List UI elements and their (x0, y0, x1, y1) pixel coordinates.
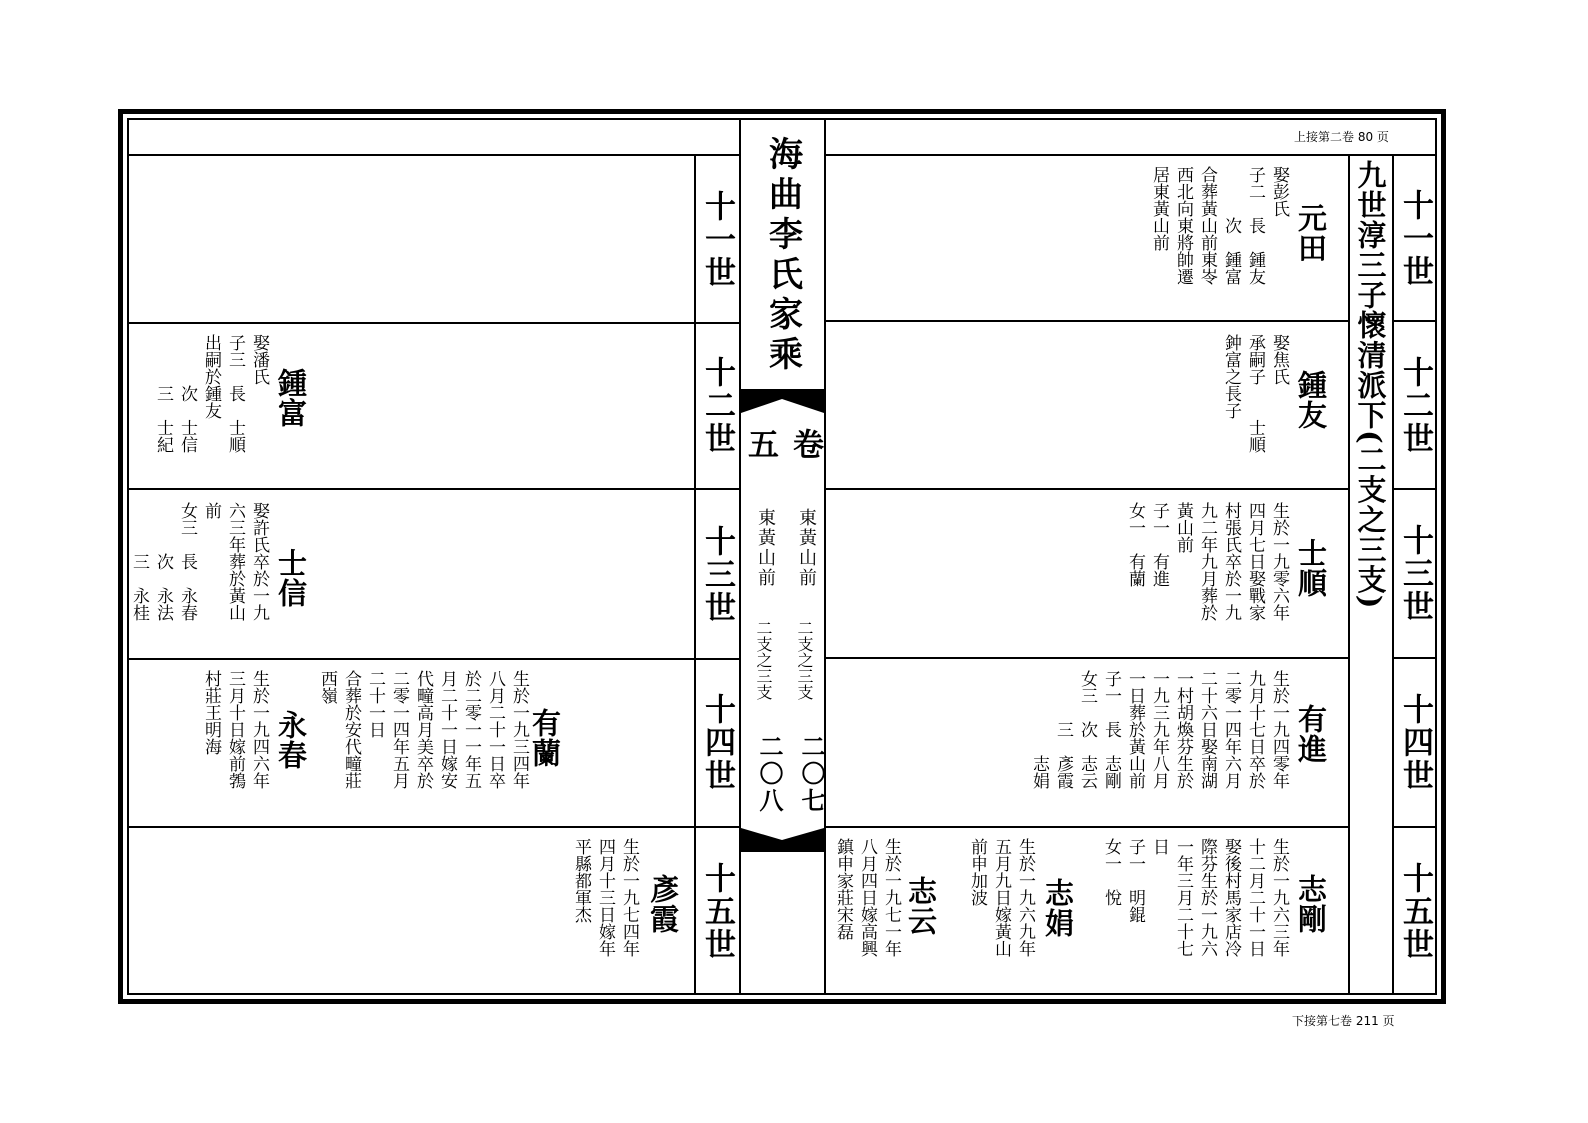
gen-label-right-13: 十三世 (1397, 524, 1433, 623)
person-name-zhongfu: 鍾富 (274, 368, 308, 428)
person-name-zhiyun: 志云 (904, 876, 938, 936)
volume-label: 卷五 (742, 428, 823, 461)
branch-title: 九世淳三子懷清派下(二支之三支) (1353, 160, 1388, 610)
entry-zhigang: 生於一九六三年 十二月二十一日 娶後村馬家店冷 際芬生於一九六 一年三月二十七 日 子一 明錕 女一 悅 (1101, 838, 1289, 957)
person-name-yanxia: 彥霞 (646, 874, 680, 934)
entry-youlan: 生於一九三四年 八月二十一日卒 於二零一一年五 月二十一日嫁安 代疃高月美卒於 二零一四年五月 二十一日 合葬於安代疃莊 西嶺 (317, 670, 529, 789)
person-name-yuantian: 元田 (1294, 203, 1328, 263)
entry-shishun: 生於一九零六年 四月七日娶戰家 村張氏卒於一九 九二年九月葬於 黃山前 子一 有進 女一 有蘭 (1125, 502, 1289, 621)
entry-yongchun: 生於一九四六年 三月十日嫁前鵓 村莊王明海 (201, 670, 269, 789)
person-name-youjin: 有進 (1294, 704, 1328, 764)
gen-label-left-15: 十五世 (699, 862, 735, 961)
person-name-zhongyou: 鍾友 (1294, 370, 1328, 430)
person-name-yongchun: 永春 (274, 710, 308, 770)
entry-zhijuan: 生於一九六九年 五月九日嫁黃山 前申加波 (967, 838, 1035, 957)
spine-fishtail-bottom (741, 828, 824, 850)
person-name-shixin: 士信 (274, 548, 308, 608)
entry-zhongyou: 娶焦氏 承嗣子 士順 鈡富之長子 (1221, 334, 1289, 453)
spine-right-page: 二〇七 (797, 734, 826, 815)
entry-yuantian: 娶彭氏 子二 長 鍾友 次 鍾富 合葬黃山前東岺 西北向東將帥遷 居東黃山前 (1149, 166, 1289, 285)
person-name-youlan: 有蘭 (528, 708, 562, 768)
gen-label-right-12: 十二世 (1397, 355, 1433, 455)
bottom-note: 下接第七卷 211 页 (1292, 1014, 1395, 1028)
spine-fishtail-top (741, 391, 824, 413)
gen-label-left-12: 十二世 (699, 356, 735, 455)
gen-label-left-13: 十三世 (699, 524, 735, 624)
spine-left-branch: 二支之三支 (754, 620, 773, 700)
entry-zhongfu: 娶潘氏 子三 長 士順 出嗣於鍾友 次 士信 三 士紀 (153, 334, 269, 453)
entry-youjin: 生於一九四零年 九月十七日卒於 二零一四年六月 二十六日娶南湖 一村胡煥芬生於 一九三九年八月 一日葬於黃山前 子一 長 志剛 女三 次 志云 三 彥霞 志娟 (1029, 670, 1289, 789)
gen-label-right-14: 十四世 (1397, 693, 1433, 792)
top-note: 上接第二卷 80 页 (1294, 130, 1389, 144)
gen-label-right-15: 十五世 (1397, 862, 1433, 961)
person-name-shishun: 士順 (1294, 538, 1328, 598)
person-name-zhijuan: 志娟 (1041, 878, 1075, 938)
spine-right-place: 東黃山前 (796, 508, 817, 588)
gen-label-left-14: 十四世 (699, 693, 735, 792)
spine-left-page: 二〇八 (755, 734, 784, 815)
gen-label-right-11: 十一世 (1397, 188, 1433, 288)
entry-shixin: 娶許氏卒於一九 六三年葬於黃山 前 女三 長 永春 次 永法 三 永桂 (129, 502, 269, 621)
spine-left-place: 東黃山前 (755, 508, 776, 588)
gen-label-left-11: 十一世 (699, 189, 735, 289)
book-title: 海曲李氏家乘 (762, 136, 803, 376)
entry-zhiyun: 生於一九七一年 八月四日嫁高興 鎮申家莊宋磊 (833, 838, 901, 957)
spine-right-branch: 二支之三支 (795, 620, 814, 700)
person-name-zhigang: 志剛 (1294, 874, 1328, 934)
entry-yanxia: 生於一九七四年 四月十三日嫁年 平縣都軍杰 (571, 838, 639, 957)
